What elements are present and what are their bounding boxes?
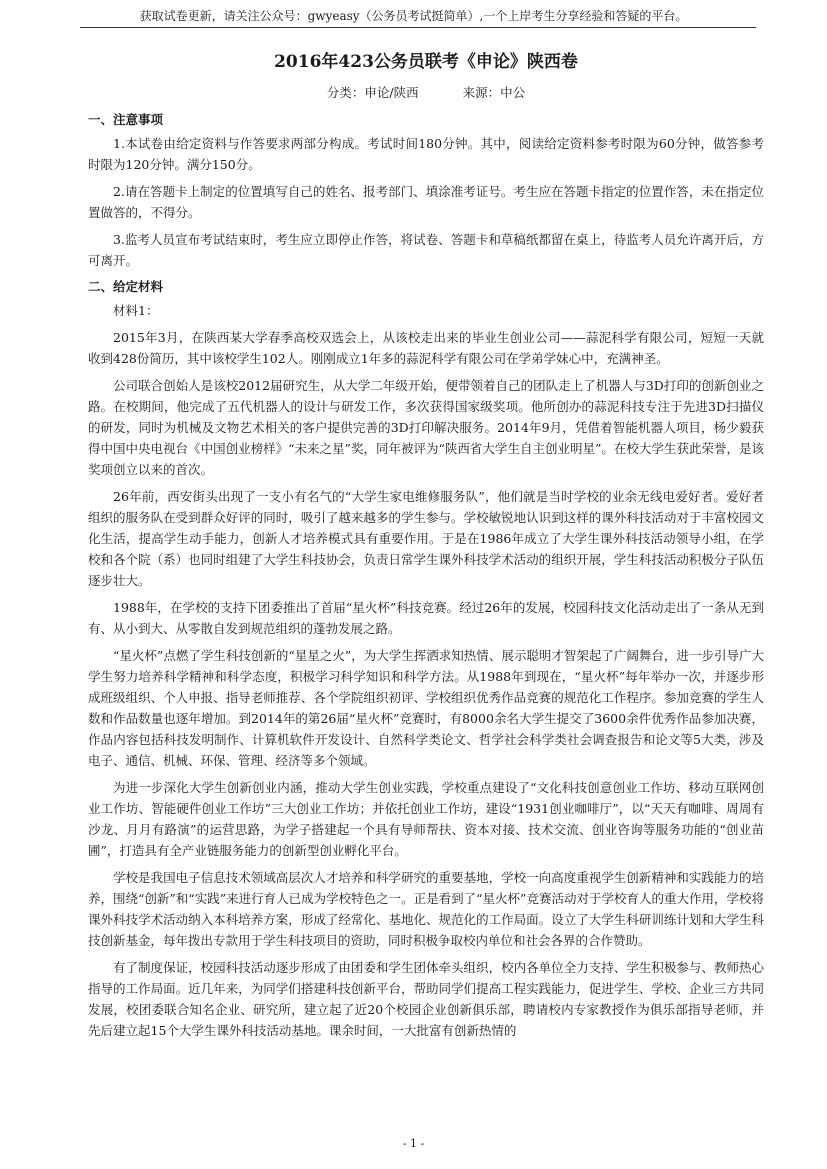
notice-item: 2.请在答题卡上制定的位置填写自己的姓名、报考部门、填涂准考证号。考生应在答题卡指定的位置作答，未在指定位置做答的，不得分。 xyxy=(88,184,764,220)
material-label: 材料1： xyxy=(113,303,159,318)
material-paragraph: 为进一步深化大学生创新创业内涵，推动大学生创业实践，学校重点建设了“文化科技创意创业工作坊、移动互联网创业工作坊、智能硬件创业工作坊”三大创业工作坊；并依托创业工作坊，建设“1931创业咖啡厅”，以“天天有咖啡、周周有沙龙、月月有路演”的运营思路，为学子搭建起一个具有导师帮扶、资本对接、技术交流、创业咨询等服务功能的“创业苗圃”，打造具有全产业链服务能力的创新型创业孵化平台。 xyxy=(88,780,764,858)
notice-item: 3.监考人员宣布考试结束时，考生应立即停止作答，将试卷、答题卡和草稿纸都留在桌上，待监考人员允许离开后，方可离开。 xyxy=(88,232,764,268)
document-body xyxy=(88,50,764,1047)
header-note: 获取试卷更新，请关注公众号：gwyeasy（公务员考试挺简单）,一个上岸考生分享经验和答疑的平台。 xyxy=(139,9,688,23)
section-heading-materials: 二、给定材料 xyxy=(88,279,164,294)
material-paragraph: 26年前，西安街头出现了一支小有名气的“大学生家电维修服务队”，他们就是当时学校的业余无线电爱好者。爱好者组织的服务队在受到群众好评的同时，吸引了越来越多的学生参与。学校敏锐地认识到这样的课外科技活动对于丰富校园文化生活，提高学生动手能力，创新人才培养模式具有重要作用。于是在1986年成立了大学生课外科技活动领导小组，在学校和各个院（系）也同时组建了大学生科技协会，负责日常学生课外科技学术活动的组织开展，学生科技活动积极分子队伍逐步壮大。 xyxy=(88,489,764,588)
page-number: - 1 - xyxy=(402,1137,425,1150)
section-heading-notes: 一、注意事项 xyxy=(88,112,164,127)
material-paragraph: 1988年，在学校的支持下团委推出了首届“星火杯”科技竞赛。经过26年的发展，校园科技文化活动走出了一条从无到有、从小到大、从零散自发到规范组织的蓬勃发展之路。 xyxy=(88,600,764,636)
source-label: 来源：中公 xyxy=(462,85,526,100)
category-label: 分类：申论/陕西 xyxy=(326,85,419,100)
material-paragraph: 学校是我国电子信息技术领域高层次人才培养和科学研究的重要基地，学校一向高度重视学生创新精神和实践能力的培养，围绕“创新”和“实践”来进行育人已成为学校特色之一。正是看到了“星火杯”竞赛活动对于学校育人的重大作用，学校将课外科技学术活动纳入本科培养方案，形成了经常化、基地化、规范化的工作局面。设立了大学生科研训练计划和大学生科技创新基金，每年拨出专款用于学生科技项目的资助，同时积极争取校内单位和社会各界的合作赞助。 xyxy=(88,870,764,948)
document-meta xyxy=(88,84,764,102)
material-paragraph: 2015年3月，在陕西某大学春季高校双选会上，从该校走出来的毕业生创业公司——蒜泥科学有限公司，短短一天就收到428份简历，其中该校学生102人。刚刚成立1年多的蒜泥科学有限公司在学弟学妹心中，充满神圣。 xyxy=(88,330,764,366)
material-paragraph: 公司联合创始人是该校2012届研究生，从大学二年级开始，便带领着自己的团队走上了机器人与3D打印的创新创业之路。在校期间，他完成了五代机器人的设计与研发工作，多次获得国家级奖项。他所创办的蒜泥科技专注于先进3D扫描仪的研发，同时为机械及文物艺术相关的客户提供完善的3D打印解决服务。2014年9月，凭借着智能机器人项目，杨少毅获得中国中央电视台《中国创业榜样》“未来之星”奖，同年被评为“陕西省大学生自主创业明星”。在校大学生获此荣誉，是该奖项创立以来的首次。 xyxy=(88,378,764,477)
header-divider xyxy=(80,27,756,28)
material-paragraph: “星火杯”点燃了学生科技创新的“星星之火”，为大学生挥洒求知热情、展示聪明才智架起了广阔舞台，进一步引导广大学生努力培养科学精神和科学态度，积极学习科学知识和科学方法。从1988年到现在，“星火杯”每年举办一次，并逐步形成班级组织、个人申报、指导老师推荐、各个学院组织初评、学校组织优秀作品竞赛的规范化工作程序。参加竞赛的学生人数和作品数量也逐年增加。到2014年的第26届“星火杯”竞赛时，有8000余名大学生提交了3600余件优秀作品参加决赛，作品内容包括科技发明制作、计算机软件开发设计、自然科学类论文、哲学社会科学类社会调查报告和论文等5大类，涉及电子、通信、机械、环保、管理、经济等多个领域。 xyxy=(88,648,764,768)
notice-item: 1.本试卷由给定资料与作答要求两部分构成。考试时间180分钟。其中，阅读给定资料参考时限为60分钟，做答参考时限为120分钟。满分150分。 xyxy=(88,136,764,172)
material-paragraph: 有了制度保证，校园科技活动逐步形成了由团委和学生团体牵头组织，校内各单位全力支持、学生积极参与、教师热心指导的工作局面。近几年来，为同学们搭建科技创新平台，帮助同学们提高工程实践能力，促进学生、学校、企业三方共同发展，校团委联合知名企业、研究所，建立起了近20个校园企业创新俱乐部，聘请校内专家教授作为俱乐部指导老师，并先后建立起15个大学生课外科技活动基地。课余时间，一大批富有创新热情的 xyxy=(88,960,764,1038)
document-title: 2016年423公务员联考《申论》陕西卷 xyxy=(274,52,578,72)
